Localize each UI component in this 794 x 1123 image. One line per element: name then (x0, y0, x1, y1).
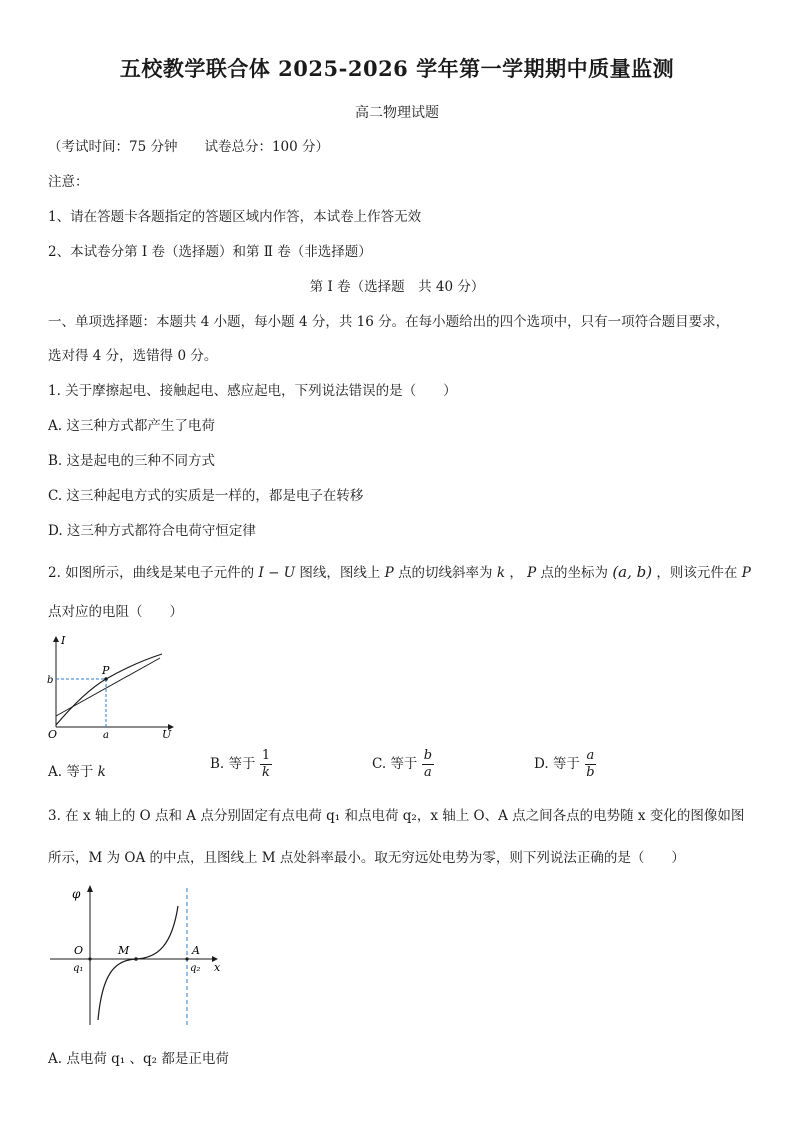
section1-line2: 选对得 4 分，选错得 0 分。 (48, 348, 218, 364)
note-item-2: 2、本试卷分第 I 卷（选择题）和第 Ⅱ 卷（非选择题） (48, 244, 372, 260)
q2-coordinate: (a, b) (612, 563, 653, 581)
a-tick-label: a (103, 730, 109, 741)
q2-iu-symbol: I − U (258, 565, 296, 581)
fraction-denominator: k (262, 765, 270, 780)
q2-stem-part: ， (509, 565, 523, 581)
q2-option-c (372, 748, 434, 781)
option-fraction (584, 748, 596, 781)
note-item-1: 1、请在答题卡各题指定的答题区域内作答，本试卷上作答无效 (48, 209, 422, 225)
q2-p-symbol: P (527, 565, 537, 581)
b-tick-label: b (47, 675, 54, 686)
q2-stem-line2: 点对应的电阻（ ） (48, 604, 183, 620)
option-prefix: B. 等于 (210, 756, 256, 772)
q3-option-a: A. 点电荷 q₁ 、q₂ 都是正电荷 (48, 1051, 229, 1067)
option-prefix: A. 等于 (48, 764, 94, 780)
point-o-marker (88, 957, 91, 960)
exam-info: （考试时间：75 分钟 试卷总分：100 分） (48, 139, 330, 155)
q2-p-symbol: P (741, 565, 751, 581)
q1-option-a: A. 这三种方式都产生了电荷 (48, 418, 215, 434)
origin-label: O (48, 728, 58, 741)
q2-option-d (534, 748, 597, 781)
q3-potential-graph (44, 880, 234, 1030)
fraction-numerator: 1 (261, 748, 271, 763)
q2-stem-part: 点的坐标为 (540, 565, 609, 581)
point-p-label: P (102, 664, 110, 677)
q1-option-c: C. 这三种起电方式的实质是一样的，都是电子在转移 (48, 488, 364, 504)
q2-stem-line1 (48, 563, 751, 582)
x-axis-label: U (162, 728, 172, 741)
point-a-label: A (192, 944, 200, 957)
q2-option-a (48, 760, 106, 780)
fraction-numerator: b (423, 748, 433, 763)
q2-stem-part: ，则该元件在 (656, 565, 742, 581)
point-a-marker (185, 957, 188, 960)
q2-stem-part: 点的切线斜率为 (398, 565, 497, 581)
option-fraction (260, 748, 272, 781)
fraction-denominator: b (586, 765, 595, 780)
subject-title: 高二物理试题 (355, 105, 439, 121)
q2-option-b (210, 748, 272, 781)
q1-option-b: B. 这是起电的三种不同方式 (48, 453, 216, 469)
point-m-label: M (118, 944, 130, 957)
x-axis-label: x (214, 961, 221, 974)
option-prefix: D. 等于 (534, 756, 580, 772)
q2-p-symbol: P (384, 565, 394, 581)
option-value: k (97, 764, 106, 780)
q1-label: q₁ (73, 963, 84, 974)
q1-stem: 1. 关于摩擦起电、接触起电、感应起电，下列说法错误的是（ ） (48, 383, 457, 399)
option-prefix: C. 等于 (372, 756, 418, 772)
notes-heading: 注意： (48, 174, 89, 190)
part1-heading: 第 I 卷（选择题 共 40 分） (309, 279, 485, 295)
potential-curve (98, 906, 178, 1020)
y-axis-arrow (53, 636, 59, 642)
q2-label: q₂ (190, 963, 201, 974)
q1-option-d: D. 这三种方式都符合电荷守恒定律 (48, 523, 256, 539)
q3-stem-line1: 3. 在 x 轴上的 O 点和 A 点分别固定有点电荷 q₁ 和点电荷 q₂，x 轴上 O、A 点之间各点的电势随 x 变化的图像如图 (48, 808, 745, 824)
y-axis-label: φ (72, 887, 81, 901)
point-p-marker (104, 677, 108, 681)
option-fraction (422, 748, 434, 781)
q3-stem-line2: 所示，M 为 OA 的中点，且图线上 M 点处斜率最小。取无穷远处电势为零，则下列说法正确的是（ ） (48, 850, 685, 866)
fraction-numerator: a (586, 748, 595, 763)
fraction-denominator: a (424, 765, 432, 780)
y-axis-arrow (87, 885, 93, 892)
origin-label: O (74, 944, 84, 957)
q2-iu-graph (44, 632, 180, 744)
q2-stem-part: 图线，图线上 (299, 565, 385, 581)
q2-k-symbol: k (496, 565, 506, 581)
y-axis-label: I (61, 634, 66, 647)
exam-title: 五校教学联合体 2025-2026 学年第一学期期中质量监测 (119, 56, 675, 81)
point-m-marker (134, 957, 138, 961)
q2-stem-part: 2. 如图所示，曲线是某电子元件的 (48, 565, 255, 581)
section1-line1: 一、单项选择题：本题共 4 小题，每小题 4 分，共 16 分。在每小题给出的四个选项中，只有一项符合题目要求， (48, 314, 730, 330)
